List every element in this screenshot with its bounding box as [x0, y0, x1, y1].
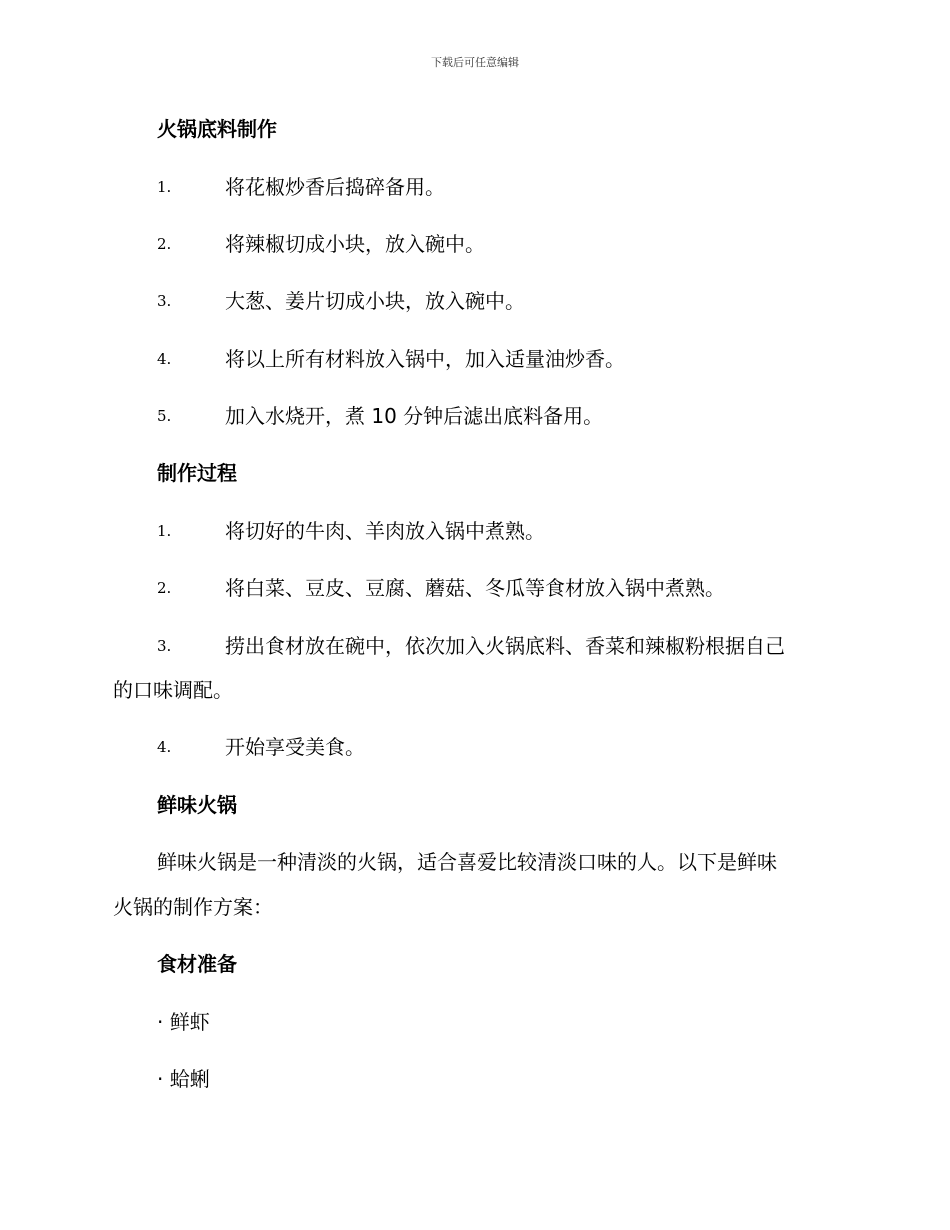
list-item: · 蛤蜊 [157, 1067, 210, 1091]
step-number: 3. [157, 637, 172, 655]
step-text: 将切好的牛肉、羊肉放入锅中煮熟。 [225, 519, 545, 543]
intro-paragraph-line1: 鲜味火锅是一种清淡的火锅，适合喜爱比较清淡口味的人。以下是鲜味 [157, 850, 777, 874]
page-header-note: 下载后可任意编辑 [431, 56, 519, 69]
step-text-continuation: 的口味调配。 [113, 678, 233, 702]
step-text: 将以上所有材料放入锅中，加入适量油炒香。 [225, 347, 625, 371]
step-text: 加入水烧开，煮 10 分钟后滤出底料备用。 [225, 404, 604, 428]
section-title-ingredients: 食材准备 [157, 952, 237, 976]
step-text: 将辣椒切成小块，放入碗中。 [225, 232, 485, 256]
step-number: 2. [157, 579, 172, 597]
step-number: 1. [157, 178, 172, 196]
section-title-hotpot-base: 火锅底料制作 [157, 117, 277, 141]
intro-paragraph-line2: 火锅的制作方案： [113, 895, 273, 919]
section-title-process: 制作过程 [157, 461, 237, 485]
step-number: 5. [157, 407, 172, 425]
step-number: 4. [157, 350, 172, 368]
step-text: 捞出食材放在碗中，依次加入火锅底料、香菜和辣椒粉根据自己 [225, 634, 785, 658]
step-text: 大葱、姜片切成小块，放入碗中。 [225, 289, 525, 313]
step-number: 2. [157, 235, 172, 253]
step-text: 将白菜、豆皮、豆腐、蘑菇、冬瓜等食材放入锅中煮熟。 [225, 576, 725, 600]
section-title-fresh-hotpot: 鲜味火锅 [157, 793, 237, 817]
step-text: 开始享受美食。 [225, 735, 365, 759]
step-number: 4. [157, 738, 172, 756]
step-number: 3. [157, 292, 172, 310]
step-number: 1. [157, 522, 172, 540]
list-item: · 鲜虾 [157, 1010, 210, 1034]
step-text: 将花椒炒香后捣碎备用。 [225, 175, 445, 199]
